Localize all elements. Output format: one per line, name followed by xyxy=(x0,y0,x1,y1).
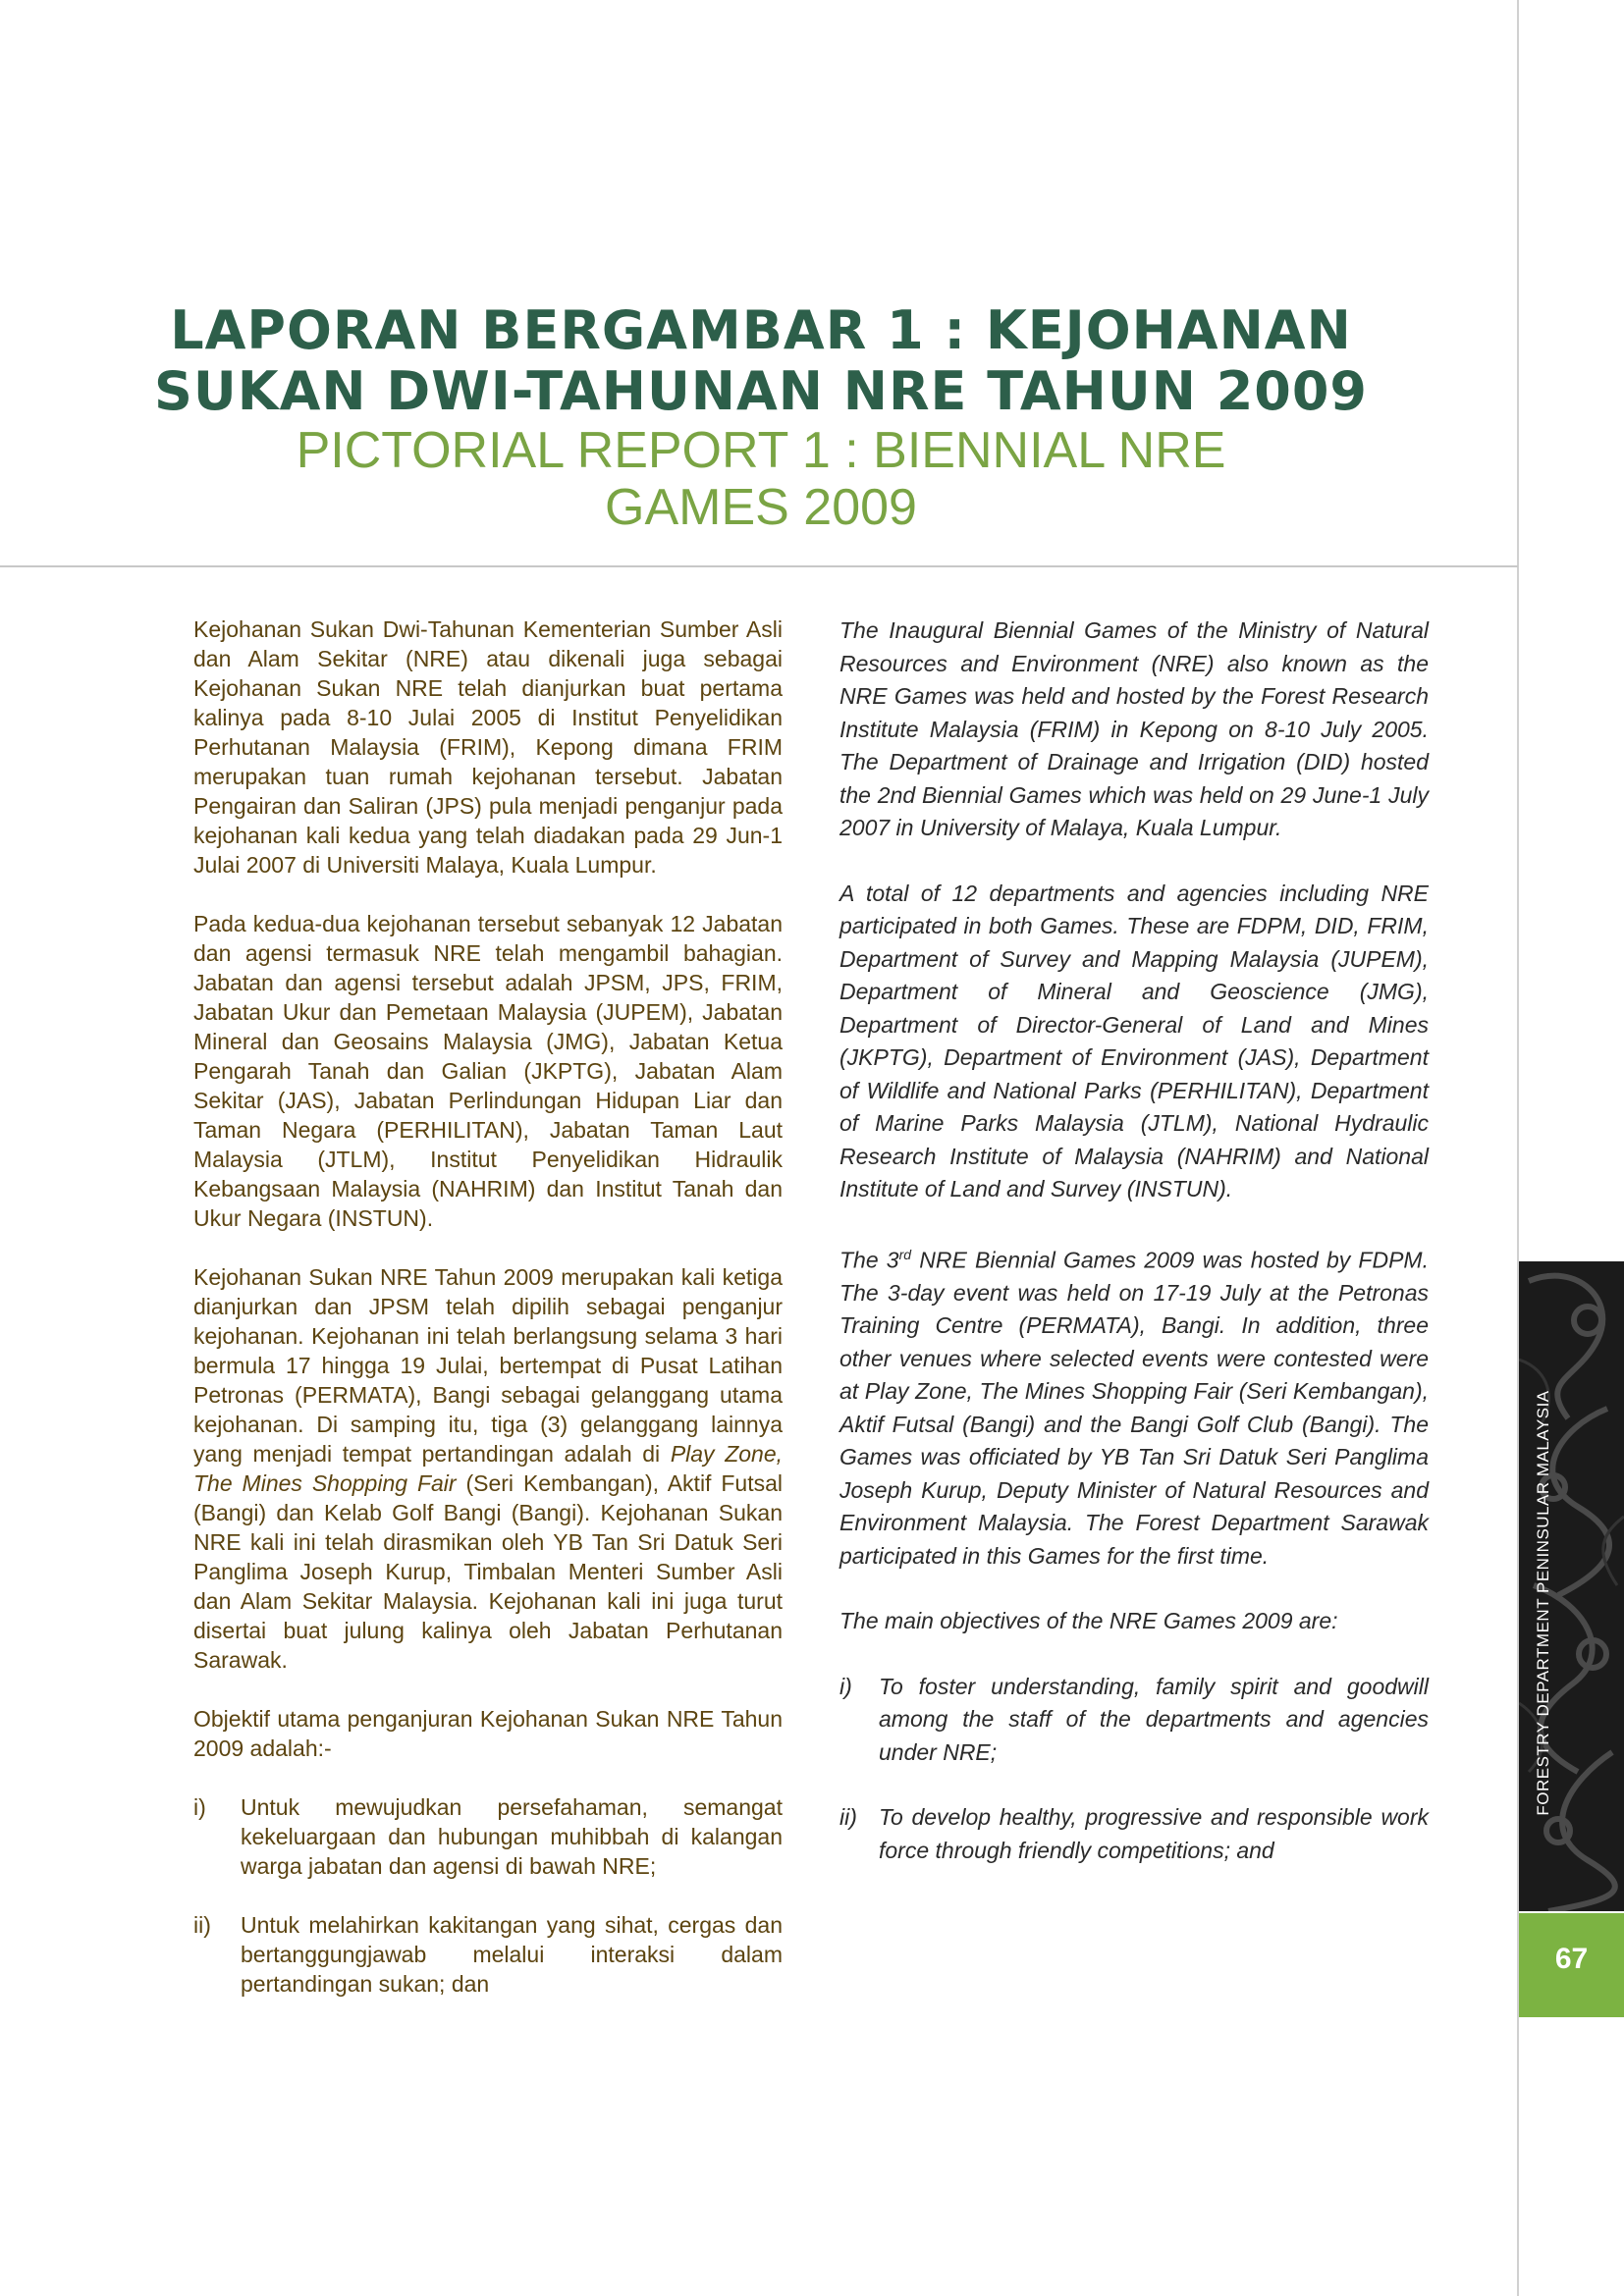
english-list-text: To develop healthy, progressive and responsible work force through friendly competitions; and xyxy=(879,1804,1429,1863)
english-paragraph-4: The main objectives of the NRE Games 2009 are: xyxy=(839,1608,1338,1634)
english-list-item xyxy=(839,1671,1429,1770)
page-number-tab xyxy=(1519,1913,1624,2017)
malay-list-number: i) xyxy=(193,1794,206,1820)
malay-list-item xyxy=(193,1910,783,1999)
malay-list-item xyxy=(193,1792,783,1881)
page-number: 67 xyxy=(1554,1943,1589,1975)
english-paragraph-3-post: NRE Biennial Games 2009 was hosted by FDPM. The 3-day event was held on 17-19 July at the Petronas Training Centre (PERMATA), Bangi. In addition, three other venues where selected events were contested were at Play Zone, The Mines Shopping Fair (Seri Kembangan), Aktif Futsal (Bangi) and the Bangi Golf Club (Bangi). The Games was officiated by YB Tan Sri Datuk Seri Panglima Joseph Kurup, Deputy Minister of Natural Resources and Environment Malaysia. The Forest Department Sarawak participated in this Games for the first time. xyxy=(839,1247,1429,1569)
malay-column xyxy=(193,614,783,2028)
malay-paragraph-3-part-b: (Seri Kembangan), Aktif Futsal (Bangi) dan Kelab Golf Bangi (Bangi). Kejohanan Sukan NRE kali ini telah dirasmikan oleh YB Tan Sri Datuk Seri Panglima Joseph Kurup, Timbalan Menteri Sumber Asli dan Alam Sekitar Malaysia. Kejohanan kali ini juga turut disertai buat julung kalinya oleh Jabatan Perhutanan Sarawak. xyxy=(193,1470,783,1673)
english-list-item xyxy=(839,1801,1429,1867)
english-column xyxy=(839,614,1429,1899)
english-paragraph-3 xyxy=(839,1239,1429,1574)
english-list-text: To foster understanding, family spirit and goodwill among the staff of the departments and agencies under NRE; xyxy=(879,1673,1429,1765)
malay-paragraph-1: Kejohanan Sukan Dwi-Tahunan Kementerian Sumber Asli dan Alam Sekitar (NRE) atau dikenali juga sebagai Kejohanan Sukan NRE telah dianjurkan buat pertama kalinya pada 8-10 Julai 2005 di Institut Penyelidikan Perhutanan Malaysia (FRIM), Kepong dimana FRIM merupakan tuan rumah kejohanan tersebut. Jabatan Pengairan dan Saliran (JPS) pula menjadi penganjur pada kejohanan kali kedua yang telah diadakan pada 29 Jun-1 Julai 2007 di Universiti Malaya, Kuala Lumpur. xyxy=(193,616,783,878)
english-paragraph-2: A total of 12 departments and agencies including NRE participated in both Games. These are FDPM, DID, FRIM, Department of Survey and Mapping Malaysia (JUPEM), Department of Mineral and Geoscience (JMG), Department of Director-General of Land and Mines (JKPTG), Department of Environment (JAS), Department of Wildlife and National Parks (PERHILITAN), Department of Marine Parks Malaysia (JTLM), National Hydraulic Research Institute of Malaysia (NAHRIM) and National Institute of Land and Survey (INSTUN). xyxy=(839,880,1429,1201)
malay-paragraph-2: Pada kedua-dua kejohanan tersebut sebanyak 12 Jabatan dan agensi termasuk NRE telah mengambil bahagian. Jabatan dan agensi tersebut adalah JPSM, JPS, FRIM, Jabatan Ukur dan Pemetaan Malaysia (JUPEM), Jabatan Mineral dan Geosains Malaysia (JMG), Jabatan Ketua Pengarah Tanah dan Galian (JKPTG), Jabatan Alam Sekitar (JAS), Jabatan Perlindungan Hidupan Liar dan Taman Negara (PERHILITAN), Jabatan Taman Laut Malaysia (JTLM), Institut Penyelidikan Hidraulik Kebangsaan Malaysia (NAHRIM) dan Institut Tanah dan Ukur Negara (INSTUN). xyxy=(193,911,783,1231)
malay-paragraph-4: Objektif utama penganjuran Kejohanan Sukan NRE Tahun 2009 adalah:- xyxy=(193,1706,783,1761)
page-heading xyxy=(147,300,1375,536)
heading-malay-line2: SUKAN DWI-TAHUNAN NRE TAHUN 2009 xyxy=(153,360,1368,422)
heading-malay-line1: LAPORAN BERGAMBAR 1 : KEJOHANAN xyxy=(170,299,1352,361)
malay-paragraph-3-venues: Play Zone, The Mines Shopping Fair xyxy=(193,1441,784,1496)
sidebar-label-text: FORESTRY DEPARTMENT PENINSULAR MALAYSIA xyxy=(1534,1390,1552,1816)
heading-english-line2: GAMES 2009 xyxy=(605,479,917,536)
english-list-number: ii) xyxy=(839,1804,857,1831)
ordinal-suffix: rd xyxy=(898,1246,912,1262)
heading-divider xyxy=(0,565,1518,567)
english-paragraph-3-pre: The 3 xyxy=(839,1247,899,1273)
malay-paragraph-3 xyxy=(193,1262,783,1675)
malay-list-text: Untuk melahirkan kakitangan yang sihat, cergas dan bertanggungjawab melalui interaksi dalam pertandingan sukan; dan xyxy=(241,1912,783,1997)
english-paragraph-1: The Inaugural Biennial Games of the Ministry of Natural Resources and Environment (NRE) also known as the NRE Games was held and hosted by the Forest Research Institute Malaysia (FRIM) in Kepong on 8-10 July 2005. The Department of Drainage and Irrigation (DID) hosted the 2nd Biennial Games which was held on 29 June-1 July 2007 in University of Malaya, Kuala Lumpur. xyxy=(839,617,1429,840)
malay-list-number: ii) xyxy=(193,1912,211,1938)
english-list-number: i) xyxy=(839,1673,852,1699)
malay-list-text: Untuk mewujudkan persefahaman, semangat kekeluargaan dan hubungan muhibbah di kalangan warga jabatan dan agensi di bawah NRE; xyxy=(241,1794,783,1879)
sidebar-organization-label xyxy=(1524,1367,1563,1839)
heading-english-line1: PICTORIAL REPORT 1 : BIENNIAL NRE xyxy=(296,422,1226,479)
malay-paragraph-3-part-a: Kejohanan Sukan NRE Tahun 2009 merupakan kali ketiga dianjurkan dan JPSM telah dipilih sebagai penganjur kejohanan. Kejohanan ini telah berlangsung selama 3 hari bermula 17 hingga 19 Julai, bertempat di Pusat Latihan Petronas (PERMATA), Bangi sebagai gelanggang utama kejohanan. Di samping itu, tiga (3) gelanggang lainnya yang menjadi tempat pertandingan adalah di xyxy=(193,1264,783,1467)
